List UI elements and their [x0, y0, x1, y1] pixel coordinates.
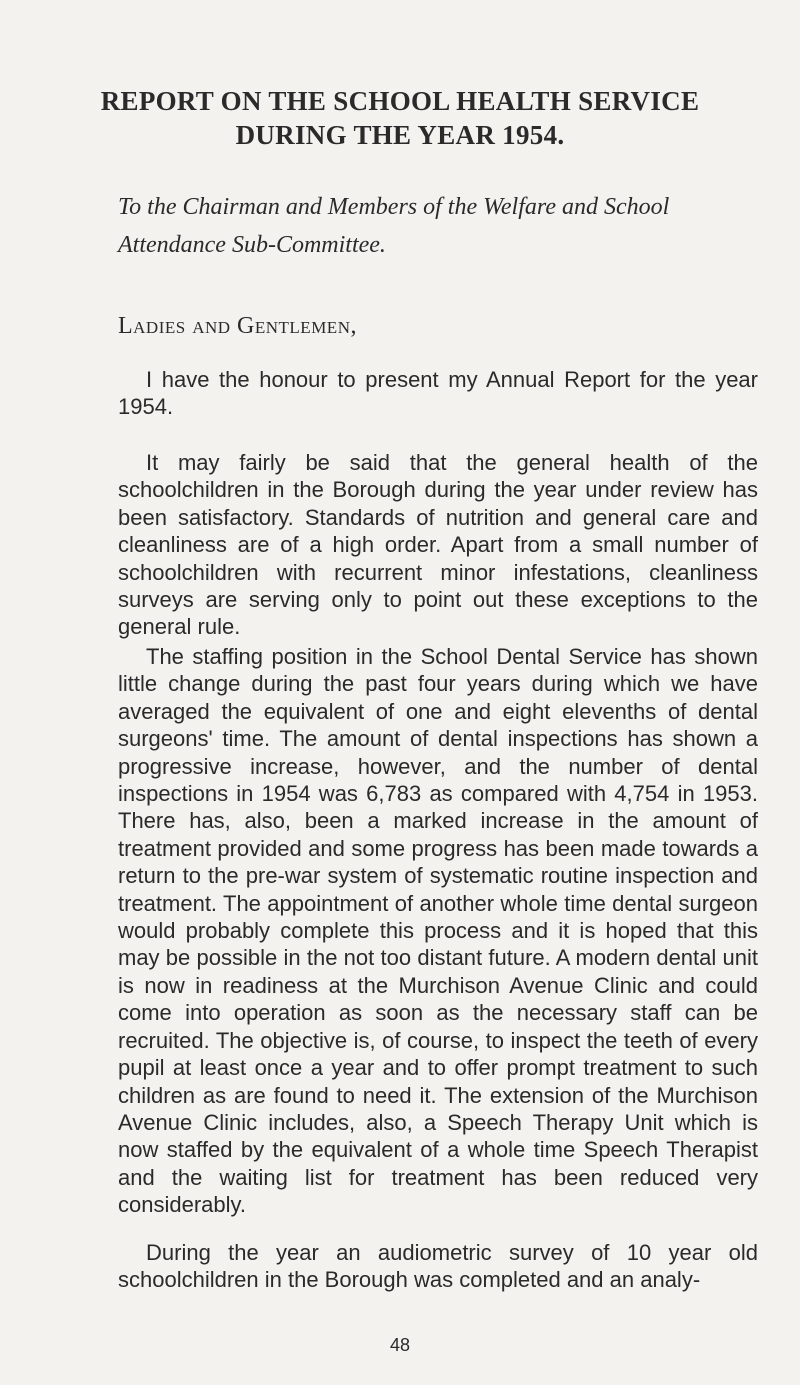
- greeting: Ladies and Gentlemen,: [118, 313, 357, 339]
- paragraph: It may fairly be said that the general health of the schoolchildren in the Borough during the year under review has been satisfactory. Standards of nutrition and general care and cleanliness are of a high order. Apart from a small number of schoolchildren with recurrent minor infestations, cleanliness surveys are serving only to point out these exceptions to the general rule.: [118, 450, 758, 640]
- paragraph: During the year an audiometric survey of 10 year old schoolchildren in the Borough was completed and an analy-: [118, 1240, 758, 1293]
- paragraph: The staffing position in the School Dental Service has shown little change during the past four years during which we have averaged the equivalent of one and eight elevenths of dental surgeons' time. The amount of dental inspections has shown a progressive increase, however, and the number of dental inspections in 1954 was 6,783 as compared with 4,754 in 1953. There has, also, been a marked increase in the amount of treatment provided and some progress has been made towards a return to the pre-war system of systematic routine inspection and treatment. The appointment of another whole time dental surgeon would probably complete this process and it is hoped that this may be possible in the not too distant future. A modern dental unit is now in readiness at the Murchison Avenue Clinic and could come into operation as soon as the necessary staff can be recruited. The objective is, of course, to inspect the teeth of every pupil at least once a year and to offer prompt treatment to such children as are found to need it. The extension of the Murchison Avenue Clinic includes, also, a Speech Therapy Unit which is now staffed by the equivalent of a whole time Speech Therapist and the waiting list for treatment has been reduced very considerably.: [118, 644, 758, 1218]
- report-title-line-2: DURING THE YEAR 1954.: [235, 120, 565, 150]
- addressee: [118, 188, 758, 264]
- report-title-line-1: REPORT ON THE SCHOOL HEALTH SERVICE: [100, 86, 700, 116]
- page-number: 48: [389, 1335, 411, 1355]
- addressee-line-2: Attendance Sub-Committee.: [118, 232, 386, 258]
- addressee-line-1: To the Chairman and Members of the Welfare and School: [118, 194, 670, 220]
- paragraph: I have the honour to present my Annual Report for the year 1954.: [118, 367, 758, 420]
